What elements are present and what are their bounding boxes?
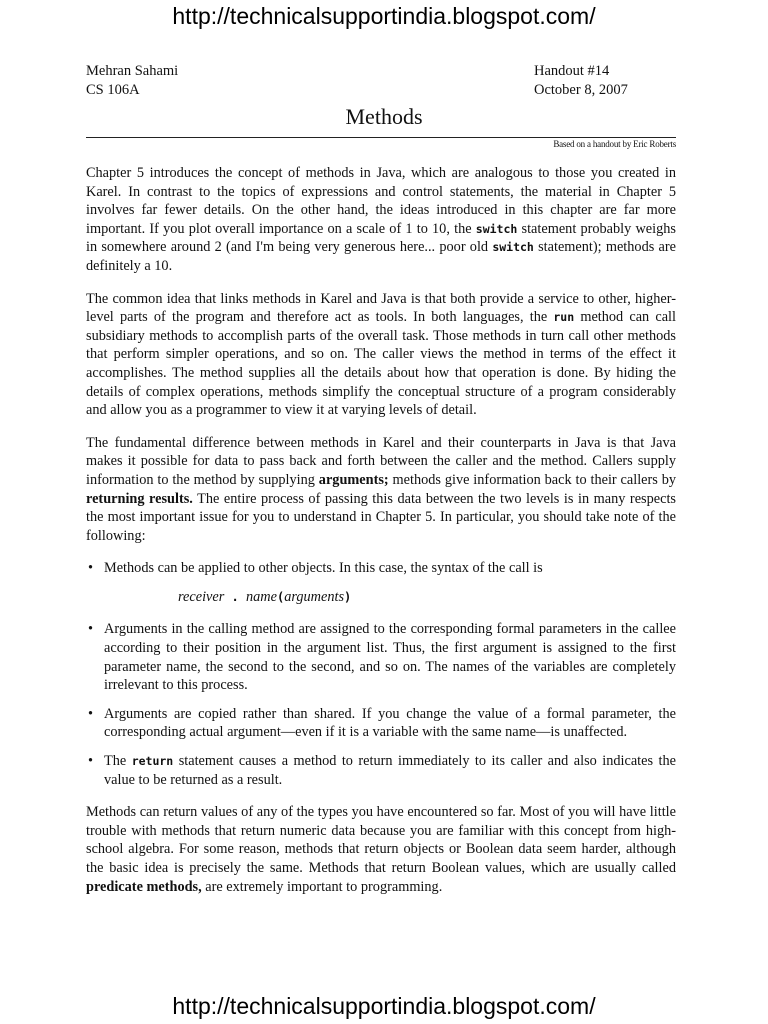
- text-run: Methods can be applied to other objects. In this case, the syntax of the call is: [104, 560, 543, 577]
- author-name: Mehran Sahami: [86, 63, 179, 79]
- text-run: Arguments in the calling method are assigned to the corresponding formal parameters in the callee according to their position in the argument list. Thus, the first argument is assigned to the first parameter name, the second to the second, and so on. The names of the variables are completely irrelevant to this process.: [104, 621, 676, 694]
- syntax-name: name: [246, 588, 277, 605]
- credit-line: Based on a handout by Eric Roberts: [553, 139, 676, 149]
- paragraph-return-values: [86, 803, 676, 896]
- paragraph-difference: [86, 434, 676, 546]
- inline-code: switch: [475, 221, 518, 236]
- watermark-url-top: http://technicalsupportindia.blogspot.com/: [172, 3, 596, 29]
- syntax-dot: .: [224, 589, 246, 604]
- text-run: methods give information back to their callers by: [388, 471, 676, 488]
- bold-term: returning results.: [86, 490, 193, 507]
- bold-term: predicate methods,: [86, 878, 202, 895]
- text-run: Methods can return values of any of the types you have encountered so far. Most of you will have little trouble with methods that return numeric data because you are familiar with this concept from high-school algebra. For some reason, methods that return objects or Boolean data seem harder, although the basic idea is precisely the same. Methods that return Boolean values, which are usually called: [86, 804, 676, 876]
- inline-code: run: [553, 310, 575, 325]
- text-run: The: [104, 753, 132, 770]
- text-run: statement probably weighs in somewhere around 2 (and I'm being very generous here... poor old: [86, 220, 676, 256]
- bullet-list: [86, 559, 676, 789]
- course-code: CS 106A: [86, 82, 140, 98]
- text-run: Chapter 5 introduces the concept of methods in Java, which are analogous to those you created in Karel. In contrast to the topics of expressions and control statements, the material in Chapter 5 involves far fewer details. On the other hand, the ideas introduced in this chapter are far more important. If you plot overall importance on a scale of 1 to 10, the: [86, 165, 676, 237]
- bold-term: arguments;: [318, 471, 389, 488]
- header-right: [534, 62, 628, 100]
- bullet-item: [86, 705, 676, 742]
- syntax-arguments: arguments: [284, 588, 345, 605]
- syntax-close-paren: ): [344, 589, 352, 604]
- watermark-url-bottom: http://technicalsupportindia.blogspot.com/: [172, 993, 596, 1019]
- document-body: [86, 164, 676, 910]
- syntax-receiver: receiver: [178, 588, 225, 605]
- bullet-item: [86, 752, 676, 789]
- text-run: method can call subsidiary methods to accomplish parts of the overall task. Those methods in turn call other methods that perform simpler operations, and so on. The caller views the method in terms of the effect it accomplishes. The method supplies all the details about how that operation is done. By hiding the details of complex operations, methods simplify the conceptual structure of a program considerably and allow you as a programmer to view it at varying levels of detail.: [86, 309, 676, 419]
- text-run: statement causes a method to return immediately to its caller and also indicates the value to be returned as a result.: [104, 753, 676, 788]
- bullet-item: [86, 620, 676, 694]
- bullet-item: [86, 559, 676, 606]
- handout-date: October 8, 2007: [534, 82, 628, 98]
- inline-code: return: [131, 754, 174, 769]
- header-left: [86, 62, 178, 100]
- inline-code: switch: [492, 240, 534, 255]
- paragraph-intro: [86, 164, 676, 276]
- text-run: Arguments are copied rather than shared. If you change the value of a formal parameter, the corresponding actual argument—even if it is a variable with the same name—is unaffected.: [104, 705, 676, 741]
- text-run: The entire process of passing this data between the two levels is in many respects the most important issue for you to understand in Chapter 5. In particular, you should take note of the following:: [86, 490, 676, 544]
- page-title: Methods: [345, 104, 423, 129]
- paragraph-common-idea: [86, 290, 676, 420]
- text-run: The common idea that links methods in Karel and Java is that both provide a service to other, higher-level parts of the program and therefore act as tools. In both languages, the: [86, 290, 676, 326]
- syntax-open-paren: (: [276, 589, 285, 604]
- text-run: are extremely important to programming.: [201, 878, 443, 895]
- handout-number: Handout #14: [534, 63, 610, 79]
- title-rule: [86, 137, 676, 138]
- call-syntax: [178, 588, 676, 607]
- text-run: statement); methods are definitely a 10.: [86, 239, 676, 274]
- text-run: The fundamental difference between methods in Karel and their counterparts in Java is that Java makes it possible for data to pass back and forth between the caller and the method. Callers supply information to the method by supplying: [86, 434, 676, 488]
